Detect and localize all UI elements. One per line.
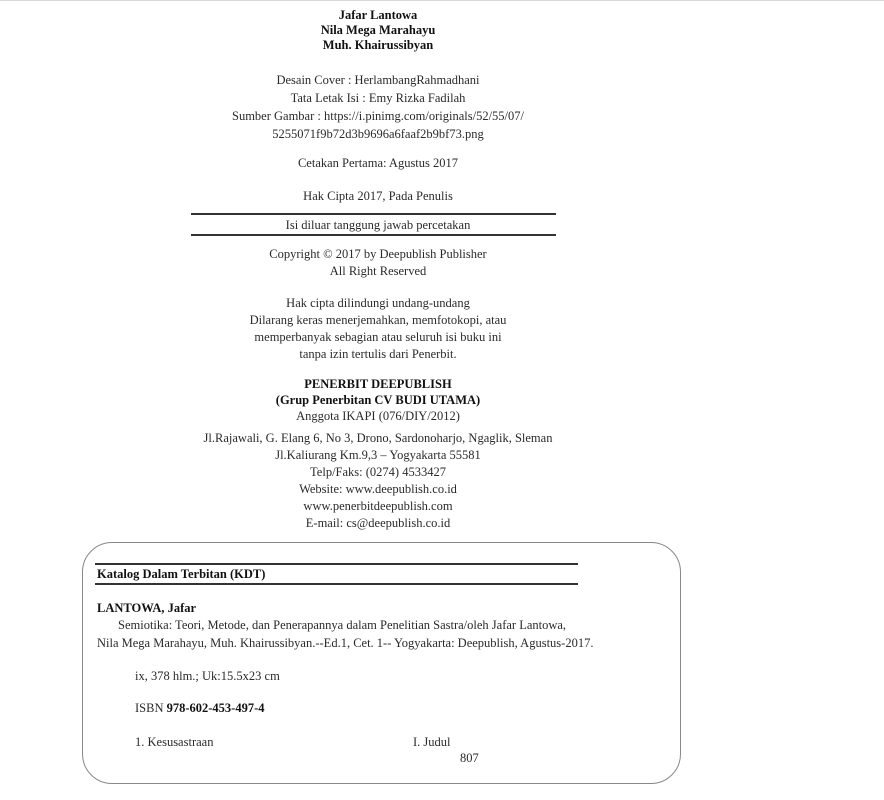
publisher-group: (Grup Penerbitan CV BUDI UTAMA) [275, 393, 481, 407]
image-source-file: 5255071f9b72d3b9696a6faaf2b9bf73.png [272, 127, 484, 141]
layout-designer: Tata Letak Isi : Emy Rizka Fadilah [290, 91, 466, 105]
copyright-holder-block [190, 189, 566, 204]
legal-line: Dilarang keras menerjemahkan, memfotokopi, atau [249, 313, 507, 327]
copyright-holder-text: Hak Cipta 2017, Pada Penulis [303, 189, 453, 203]
publisher-phone: Telp/Faks: (0274) 4533427 [310, 465, 446, 479]
publisher-email: E-mail: cs@deepublish.co.id [305, 516, 451, 530]
publisher-address: Jl.Kaliurang Km.9,3 – Yogyakarta 55581 [275, 448, 481, 462]
publisher-website: Website: www.deepublish.co.id [299, 482, 457, 496]
author-name: Muh. Khairussibyan [322, 38, 434, 52]
publisher-block [190, 377, 566, 531]
legal-line: Hak cipta dilindungi undang-undang [286, 296, 470, 310]
kdt-heading: Katalog Dalam Terbitan (KDT) [97, 567, 266, 581]
author-name: Jafar Lantowa [338, 8, 418, 22]
kdt-rule-top [95, 563, 578, 565]
kdt-rule-bottom [95, 583, 578, 585]
kdt-description: Nila Mega Marahayu, Muh. Khairussibyan.--Ed.1, Cet. 1-- Yogyakarta: Deepublish, Agustus-2017. [97, 636, 594, 650]
legal-notice [190, 296, 566, 362]
author-name: Nila Mega Marahayu [320, 23, 436, 37]
edition-text: Cetakan Pertama: Agustus 2017 [297, 156, 459, 170]
copyright-line: Copyright © 2017 by Deepublish Publisher [269, 247, 487, 261]
cover-designer: Desain Cover : HerlambangRahmadhani [276, 73, 480, 87]
credits-block [190, 73, 566, 142]
kdt-main-entry: LANTOWA, Jafar [97, 601, 197, 615]
page-top-border [0, 0, 884, 1]
kdt-physical-description: ix, 378 hlm.; Uk:15.5x23 cm [135, 669, 280, 683]
publisher-name: PENERBIT DEEPUBLISH [304, 377, 452, 391]
kdt-title-entry: I. Judul [413, 735, 451, 749]
copyright-block [190, 247, 566, 279]
isbn-label: ISBN [135, 701, 164, 715]
image-source: Sumber Gambar : https://i.pinimg.com/originals/52/55/07/ [232, 109, 524, 123]
publisher-website: www.penerbitdeepublish.com [303, 499, 453, 513]
kdt-class-number: 807 [460, 751, 479, 765]
kdt-subject: 1. Kesusastraan [135, 735, 214, 749]
divider-bottom [191, 234, 556, 236]
publisher-address: Jl.Rajawali, G. Elang 6, No 3, Drono, Sardonoharjo, Ngaglik, Sleman [203, 431, 553, 445]
rights-line: All Right Reserved [329, 264, 427, 278]
authors-block [190, 8, 566, 53]
kdt-isbn [135, 701, 265, 716]
legal-line: memperbanyak sebagian atau seluruh isi buku ini [254, 330, 502, 344]
disclaimer-text: Isi diluar tanggung jawab percetakan [285, 218, 471, 232]
disclaimer-block [190, 218, 566, 233]
legal-line: tanpa izin tertulis dari Penerbit. [299, 347, 457, 361]
isbn-number: 978-602-453-497-4 [166, 701, 265, 715]
edition-block [190, 156, 566, 171]
publisher-member: Anggota IKAPI (076/DIY/2012) [296, 409, 460, 423]
divider-top [191, 213, 556, 215]
kdt-description: Semiotika: Teori, Metode, dan Penerapannya dalam Penelitian Sastra/oleh Jafar Lantowa, [118, 618, 567, 632]
